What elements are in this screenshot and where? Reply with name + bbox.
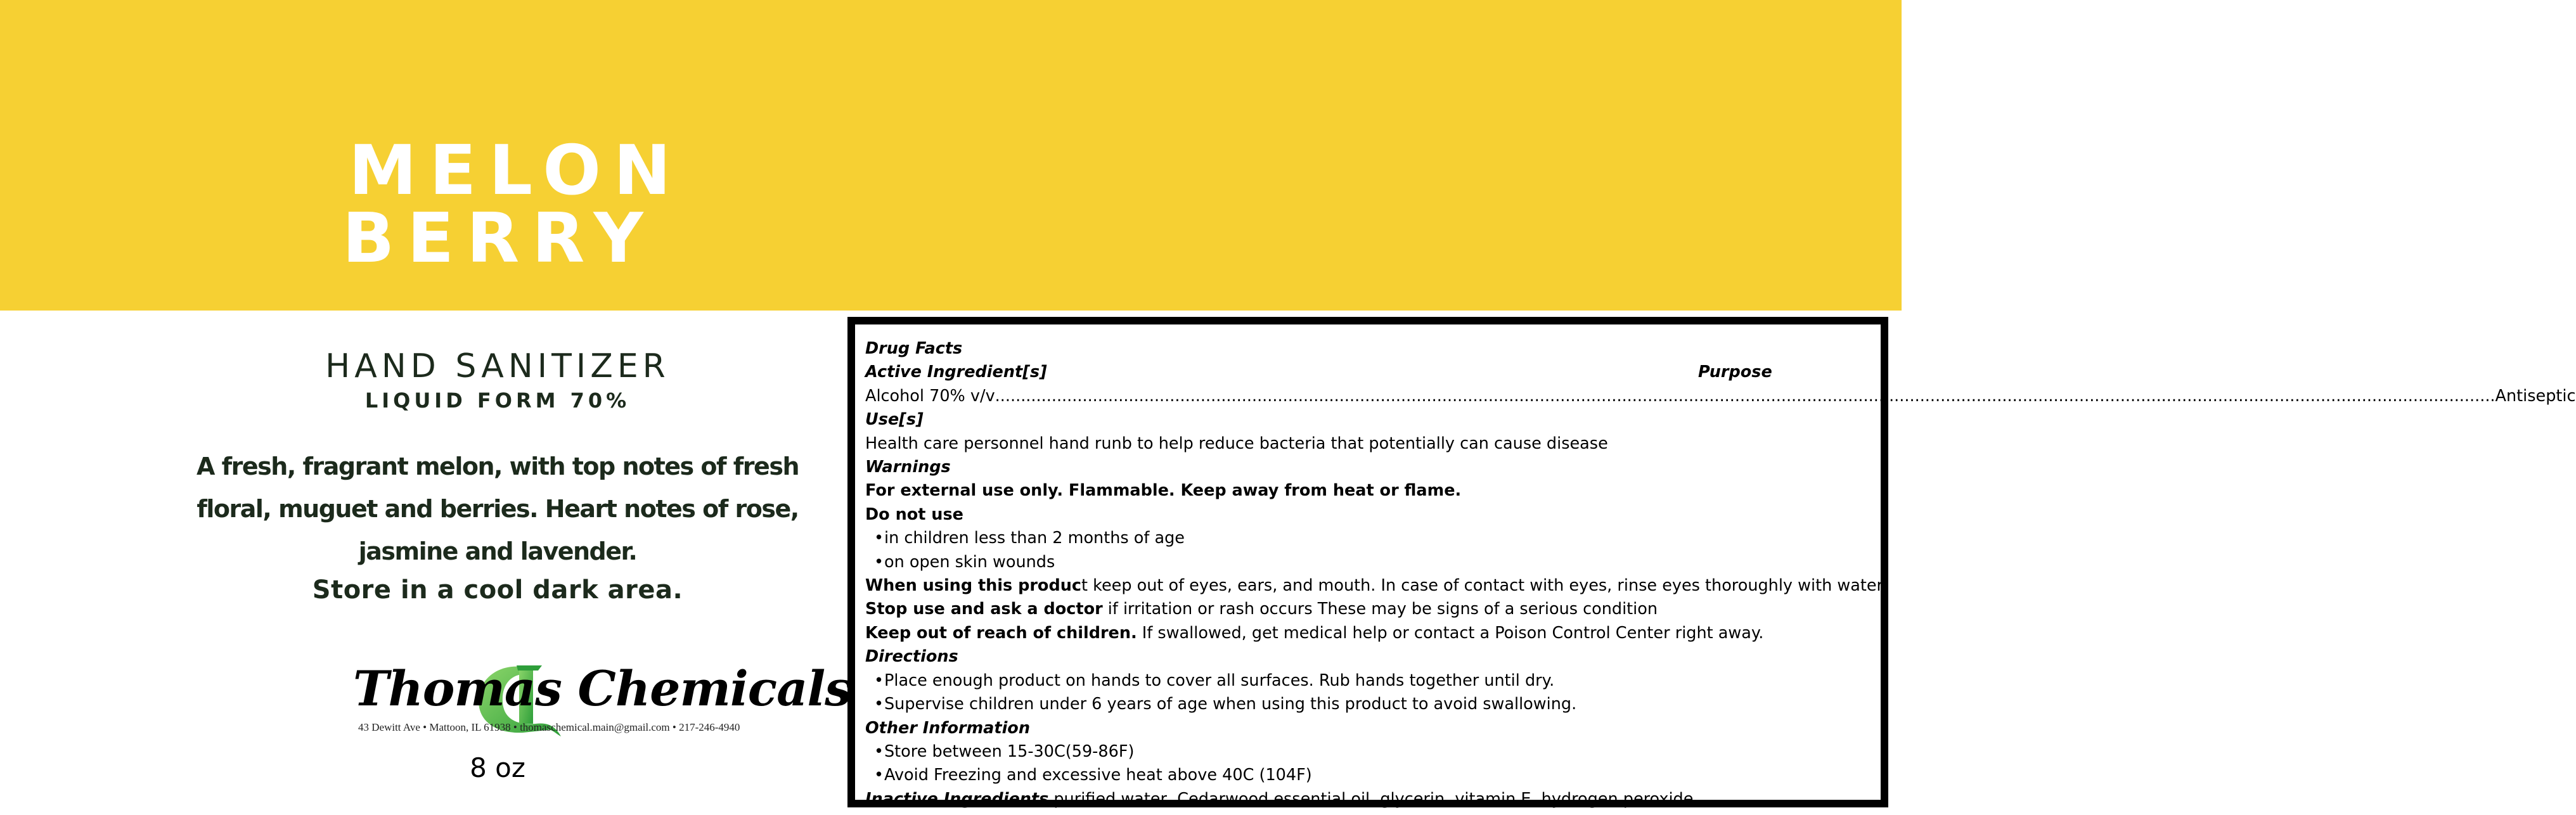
company-address: 43 Dewitt Ave • Mattoon, IL 61938 • thomaschemical.main@gmail.com • 217-246-4940 [358, 721, 740, 733]
title-line-2: BERRY [342, 199, 656, 278]
net-size: 8 oz [470, 752, 525, 783]
other-info-item: • Avoid Freezing and excessive heat above 40C (104F) [865, 764, 1871, 787]
uses-text: Health care personnel hand runb to help reduce bacteria that potentially can cause disease [865, 433, 1608, 453]
inactive-label: Inactive Ingredients [865, 789, 1049, 809]
when-using-row [865, 574, 1887, 598]
warnings-text: For external use only. Flammable. Keep away from heat or flame. [865, 481, 1462, 501]
do-not-use-heading: Do not use [865, 504, 963, 524]
drug-facts-panel [847, 317, 2576, 809]
active-ingredient: Alcohol 70% v/v [865, 386, 995, 406]
storage-note: Store in a cool dark area. [312, 575, 683, 605]
active-purpose: Antiseptic [2495, 386, 2576, 406]
purpose-heading: Purpose [1698, 363, 1772, 382]
active-heading: Active Ingredient[s] [865, 363, 1047, 382]
product-form: LIQUID FORM 70% [364, 388, 631, 413]
title-banner [0, 0, 1902, 311]
directions-item: • Supervise children under 6 years of age when using this product to avoid swallowing. [865, 693, 1871, 716]
company-logo [257, 659, 851, 741]
active-ingredient-header [865, 361, 1871, 384]
directions-heading: Directions [865, 647, 958, 667]
stop-use-text: if irritation or rash occurs These may be signs of a serious condition [1102, 600, 1658, 619]
other-info-item: • Store between 15-30C(59-86F) [865, 740, 1871, 764]
warnings-heading: Warnings [865, 458, 951, 477]
product-name: HAND SANITIZER [325, 347, 670, 385]
do-not-use-item: • on open skin wounds [865, 551, 1871, 574]
active-ingredient-row [865, 385, 2576, 408]
uses-heading: Use[s] [865, 410, 924, 430]
inactive-text: purified water, Cedarwood essential oil, glycerin, vitamin E, hydrogen peroxide [1048, 789, 1694, 809]
other-info-heading: Other Information [865, 718, 1030, 738]
keep-out-row [865, 622, 1871, 645]
directions-item: • Place enough product on hands to cover all surfaces. Rub hands together until dry. [865, 669, 1871, 693]
drug-facts-title: Drug Facts [865, 339, 963, 358]
stop-use-row [865, 598, 1871, 621]
keep-out-text: If swallowed, get medical help or contact a Poison Control Center right away. [1137, 623, 1764, 643]
product-panel [139, 311, 856, 815]
company-name: Thomas Chemicals [353, 660, 851, 717]
product-description: A fresh, fragrant melon, with top notes of fresh floral, muguet and berries. Heart notes of rose, jasmine and lavender. [196, 452, 799, 565]
dot-leader: .................................................................................................................................................................................................................................................................................................... [995, 386, 2496, 406]
when-using-text: t keep out of eyes, ears, and mouth. In case of contact with eyes, rinse eyes thoroughly with water. [1081, 576, 1887, 596]
stop-use-label: Stop use and ask a doctor [865, 600, 1103, 619]
inactive-row [865, 788, 1871, 811]
when-using-label: When using this produc [865, 576, 1081, 596]
do-not-use-item: • in children less than 2 months of age [865, 527, 1871, 550]
keep-out-label: Keep out of reach of children. [865, 623, 1137, 643]
title-line-1: MELON [349, 131, 684, 210]
